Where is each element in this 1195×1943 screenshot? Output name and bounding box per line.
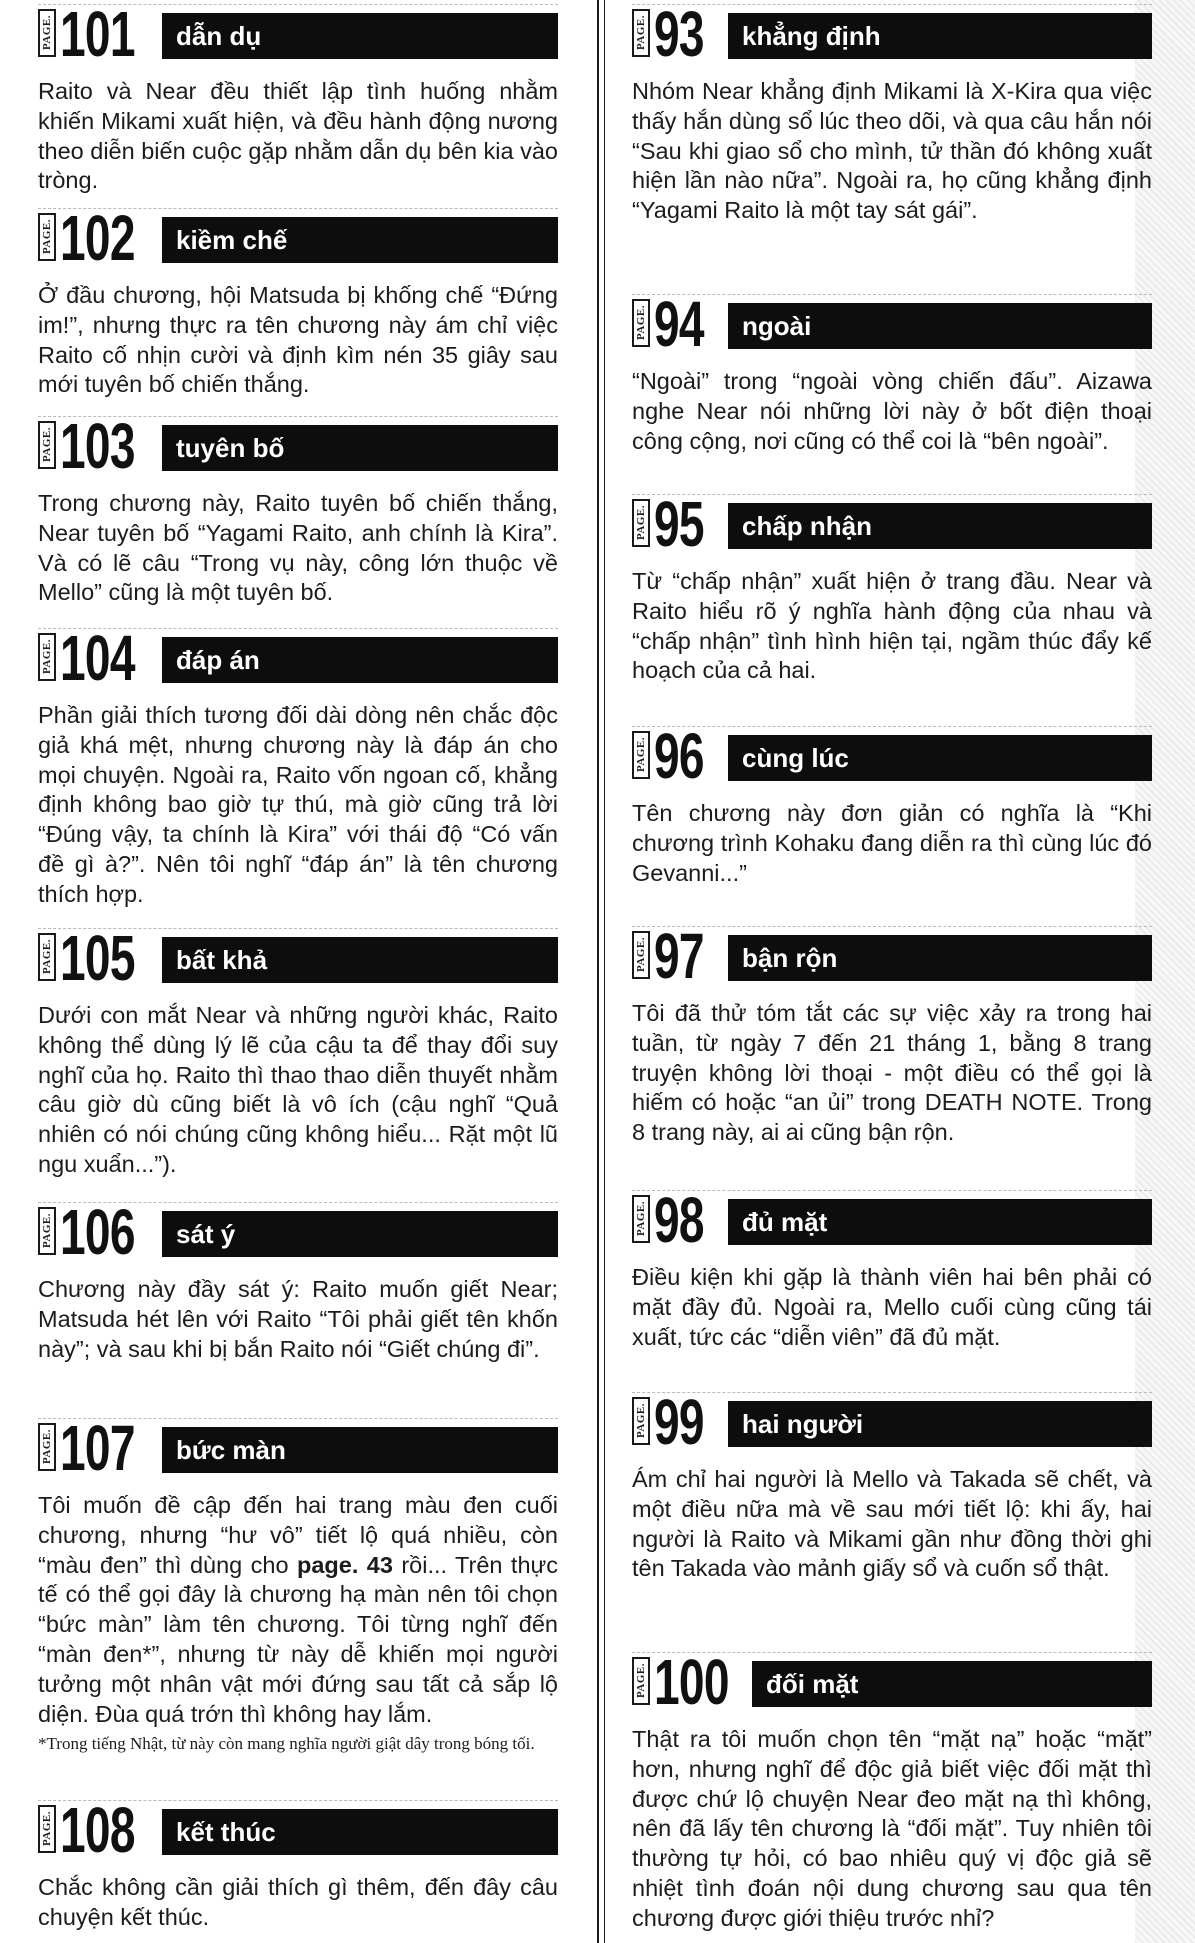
chapter-entry-101	[38, 0, 559, 196]
chapter-number: 105	[60, 922, 135, 994]
chapter-entry-95	[632, 488, 1152, 686]
page-tag: PAGE.	[632, 499, 650, 547]
chapter-description: Ám chỉ hai người là Mello và Takada sẽ chết, và một điều nữa mà về sau mới tiết lộ: khi ấy, hai người là Raito và Mikami gần như đồng thời ghi tên Takada vào mảnh giấy sổ và cuốn sổ thật.	[632, 1466, 1152, 1582]
chapter-entry-100	[632, 1646, 1152, 1934]
chapter-description: Nhóm Near khẳng định Mikami là X-Kira qua việc thấy hắn dùng sổ lúc theo dõi, và qua câu hắn nói “Sau khi giao sổ cho mình, tử thần đó không xuất hiện lần nào nữa”. Ngoài ra, họ cũng khẳng định “Yagami Raito là một tay sát gái”.	[632, 78, 1152, 224]
chapter-number: 102	[60, 202, 135, 274]
chapter-number: 106	[60, 1196, 135, 1268]
chapter-entry-98	[632, 1184, 1152, 1352]
chapter-title-bar: khẳng định	[728, 13, 1152, 59]
chapter-number: 93	[654, 0, 704, 70]
chapter-number: 104	[60, 622, 135, 694]
chapter-number: 107	[60, 1412, 135, 1484]
page-tag: PAGE.	[632, 1657, 650, 1705]
chapter-number: 96	[654, 720, 704, 792]
chapter-header	[38, 922, 558, 994]
page-tag: PAGE.	[38, 1423, 56, 1471]
chapter-entry-99	[632, 1386, 1152, 1584]
chapter-title-bar: bất khả	[162, 937, 558, 983]
chapter-entry-106	[38, 1196, 558, 1364]
chapter-header	[38, 0, 558, 70]
chapter-header	[38, 1412, 558, 1484]
chapter-description: Ở đầu chương, hội Matsuda bị khống chế “Đứng im!”, nhưng thực ra tên chương này ám chỉ việc Raito cố nhịn cười và định kìm nén 35 giây sau mới tuyên bố chiến thắng.	[38, 282, 558, 398]
chapter-title-bar: kết thúc	[162, 1809, 558, 1855]
chapter-entry-93	[632, 0, 1152, 226]
column-divider-thin	[604, 0, 605, 1943]
chapter-number: 103	[60, 410, 135, 482]
page-tag: PAGE.	[38, 421, 56, 469]
chapter-number: 97	[654, 920, 704, 992]
page-tag: PAGE.	[632, 1195, 650, 1243]
chapter-description: Chắc không cần giải thích gì thêm, đến đây câu chuyện kết thúc.	[38, 1874, 558, 1930]
chapter-title-bar: đối mặt	[752, 1661, 1152, 1707]
page-tag: PAGE.	[632, 299, 650, 347]
chapter-description: Raito và Near đều thiết lập tình huống nhằm khiến Mikami xuất hiện, và đều hành động nương theo diễn biến cuộc gặp nhằm dẫn dụ bên kia vào tròng.	[38, 78, 559, 194]
page-tag: PAGE.	[38, 1207, 56, 1255]
chapter-title-bar: hai người	[728, 1401, 1152, 1447]
chapter-title-bar: cùng lúc	[728, 735, 1152, 781]
chapter-header	[38, 1794, 558, 1866]
chapter-title-bar: kiềm chế	[162, 217, 558, 263]
chapter-entry-103	[38, 410, 558, 608]
chapter-number: 100	[654, 1646, 729, 1718]
chapter-header	[632, 288, 1152, 360]
page-tag: PAGE.	[38, 9, 56, 57]
chapter-number: 95	[654, 488, 704, 560]
page-tag: PAGE.	[38, 1805, 56, 1853]
chapter-description: Chương này đầy sát ý: Raito muốn giết Near; Matsuda hét lên với Raito “Tôi phải giết tên khốn này”; và sau khi bị bắn Raito nói “Giết chúng đi”.	[38, 1276, 558, 1362]
page-tag: PAGE.	[632, 1397, 650, 1445]
chapter-header	[632, 1386, 1152, 1458]
chapter-entry-105	[38, 922, 558, 1180]
chapter-header	[632, 0, 1152, 70]
chapter-description	[38, 1491, 558, 1729]
chapter-title-bar: đáp án	[162, 637, 558, 683]
chapter-description: Phần giải thích tương đối dài dòng nên chắc độc giả khá mệt, nhưng chương này là đáp án cho mọi chuyện. Ngoài ra, Raito vốn ngoan cố, khẳng định không bao giờ tự thú, mà giờ cũng trả lời “Đúng vậy, ta chính là Kira” với thái độ “Có vấn đề gì à?”. Nên tôi nghĩ “đáp án” là tên chương thích hợp.	[38, 702, 558, 907]
chapter-entry-108	[38, 1794, 558, 1933]
page-tag: PAGE.	[632, 9, 650, 57]
chapter-header	[632, 920, 1152, 992]
chapter-description: “Ngoài” trong “ngoài vòng chiến đấu”. Aizawa nghe Near nói những lời này ở bốt điện thoại công cộng, nơi cũng có thể coi là “bên ngoài”.	[632, 368, 1152, 454]
description-part: Tôi muốn đề cập đến hai trang màu đen cuối chương, nhưng “hư vô” tiết lộ quá nhiều, còn “màu đen” thì dùng cho	[38, 1492, 558, 1578]
chapter-title-bar: dẫn dụ	[162, 13, 558, 59]
page-tag: PAGE.	[632, 731, 650, 779]
chapter-title-bar: ngoài	[728, 303, 1152, 349]
page-reference: page. 43	[296, 1551, 393, 1578]
chapter-entry-94	[632, 288, 1152, 456]
chapter-number: 108	[60, 1794, 135, 1866]
chapter-header	[38, 622, 558, 694]
chapter-entry-107	[38, 1412, 559, 1756]
page-tag: PAGE.	[632, 931, 650, 979]
chapter-title-bar: sát ý	[162, 1211, 558, 1257]
page-tag: PAGE.	[38, 933, 56, 981]
chapter-header	[632, 488, 1152, 560]
chapter-number: 94	[654, 288, 704, 360]
chapter-number: 101	[60, 0, 135, 70]
chapter-number: 99	[654, 1386, 704, 1458]
chapter-header	[632, 1646, 1152, 1718]
chapter-number: 98	[654, 1184, 704, 1256]
chapter-entry-104	[38, 622, 558, 910]
footnote: *Trong tiếng Nhật, từ này còn mang nghĩa người giật dây trong bóng tối.	[38, 1734, 535, 1754]
column-divider	[597, 0, 599, 1943]
chapter-header	[632, 1184, 1152, 1256]
chapter-title-bar: chấp nhận	[728, 503, 1152, 549]
chapter-header	[38, 1196, 558, 1268]
chapter-header	[38, 410, 558, 482]
chapter-header	[632, 720, 1152, 792]
chapter-description: Tên chương này đơn giản có nghĩa là “Khi chương trình Kohaku đang diễn ra thì cùng lúc đó Gevanni...”	[632, 800, 1152, 886]
chapter-description: Điều kiện khi gặp là thành viên hai bên phải có mặt đầy đủ. Ngoài ra, Mello cuối cùng cũng tái xuất, tức các “diễn viên” đã đủ mặt.	[632, 1264, 1152, 1350]
chapter-title-bar: bận rộn	[728, 935, 1152, 981]
chapter-description: Từ “chấp nhận” xuất hiện ở trang đầu. Near và Raito hiểu rõ ý nghĩa hành động của nhau và “chấp nhận” tình hình hiện tại, ngầm thúc đẩy kế hoạch của cả hai.	[632, 568, 1152, 684]
chapter-description: Dưới con mắt Near và những người khác, Raito không thể dùng lý lẽ của cậu ta để thay đổi suy nghĩ của họ. Raito thì thao thao diễn thuyết nhằm câu giờ dù cũng biết là vô ích (cậu nghĩ “Quả nhiên có nói chúng cũng không hiểu... Rặt một lũ ngu xuẩn...”).	[38, 1002, 558, 1177]
chapter-description: Thật ra tôi muốn chọn tên “mặt nạ” hoặc “mặt” hơn, nhưng nghĩ để độc giả biết việc đối mặt thì được chứ lộ chuyện Near đeo mặt nạ thì không, nên đã lấy tên chương là “đối mặt”. Tuy nhiên tôi thường tự hỏi, có bao nhiêu quý vị độc giả sẽ nhiệt tình đoán nội dung chương sau qua tên chương được giới thiệu trước nhỉ?	[632, 1726, 1152, 1931]
chapter-title-bar: bức màn	[162, 1427, 558, 1473]
page-tag: PAGE.	[38, 213, 56, 261]
chapter-header	[38, 202, 558, 274]
chapter-entry-96	[632, 720, 1152, 888]
page-tag: PAGE.	[38, 633, 56, 681]
chapter-title-bar: tuyên bố	[162, 425, 558, 471]
chapter-description: Tôi đã thử tóm tắt các sự việc xảy ra trong hai tuần, từ ngày 7 đến 21 tháng 1, bằng 8 trang truyện không lời thoại - một điều có thể gọi là hiếm có hoặc “an ủi” trong DEATH NOTE. Trong 8 trang này, ai ai cũng bận rộn.	[632, 1000, 1152, 1146]
description-part: rồi... Trên thực tế có thể gọi đây là chương hạ màn nên tôi chọn “bức màn” làm tên chương. Tôi từng nghĩ đến “màn đen*”, nhưng từ này dễ khiến mọi người tưởng một nhân vật mới đứng sau tất cả sắp lộ diện. Đùa quá trớn thì không hay lắm.	[38, 1551, 559, 1727]
chapter-entry-97	[632, 920, 1152, 1148]
chapter-description: Trong chương này, Raito tuyên bố chiến thắng, Near tuyên bố “Yagami Raito, anh chính là Kira”. Và có lẽ câu “Trong vụ này, công lớn thuộc về Mello” cũng là một tuyên bố.	[38, 490, 558, 606]
chapter-entry-102	[38, 202, 558, 400]
chapter-title-bar: đủ mặt	[728, 1199, 1152, 1245]
